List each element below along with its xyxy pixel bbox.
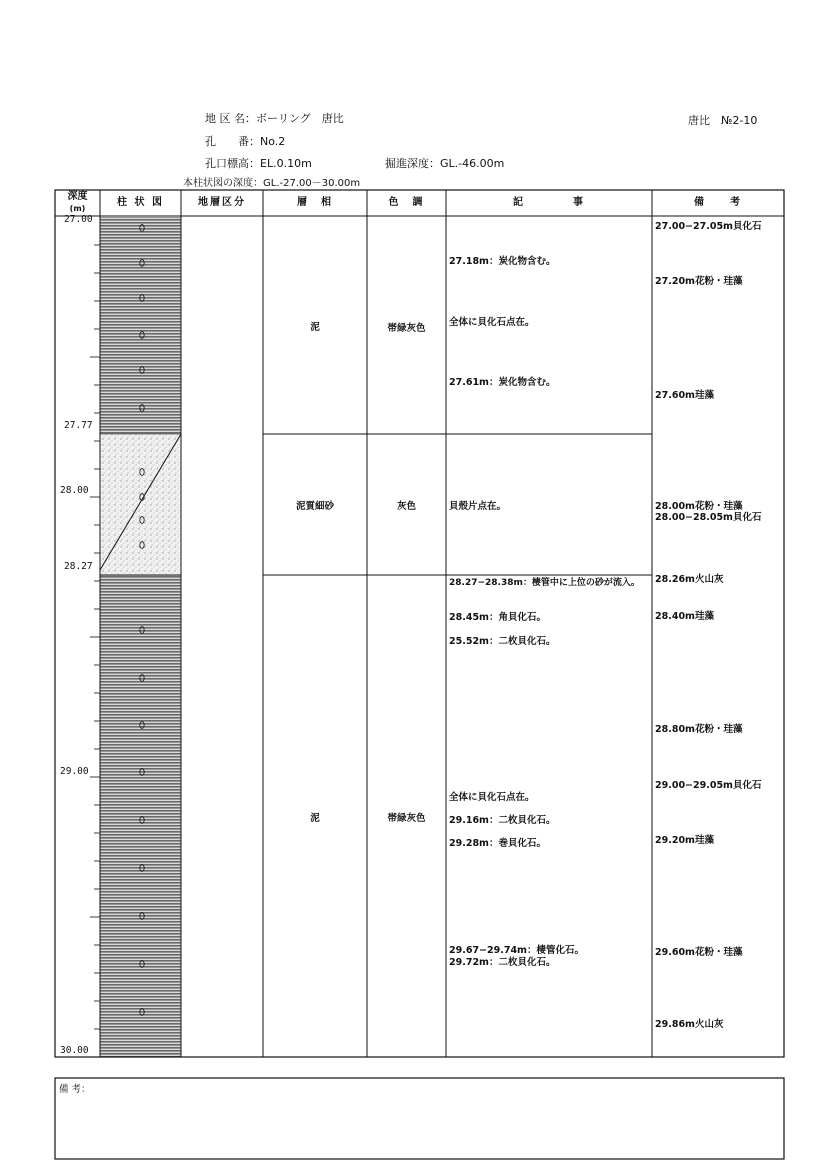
area-label: 地 区 名： bbox=[205, 112, 256, 125]
facies-2: 泥質細砂 bbox=[295, 501, 334, 512]
notes-label: 備 考： bbox=[59, 1084, 91, 1095]
col-description: 記 事 bbox=[513, 197, 585, 208]
facies-1: 泥 bbox=[310, 322, 320, 333]
notes-box bbox=[55, 1078, 784, 1159]
description-item: 25.52m：二枚貝化石。 bbox=[449, 636, 556, 647]
remark-item: 27.60m珪藻 bbox=[655, 390, 714, 401]
depth-label: 27.77 bbox=[64, 420, 93, 431]
description-item: 28.45m：角貝化石。 bbox=[449, 612, 546, 623]
mud-pattern-2 bbox=[100, 575, 181, 1057]
depth-label: 30.00 bbox=[60, 1045, 89, 1056]
hole-value: No.2 bbox=[260, 135, 286, 148]
col-facies: 層 相 bbox=[297, 197, 333, 208]
description-item: 27.18m：炭化物含む。 bbox=[449, 256, 556, 267]
range-label: 本柱状図の深度： bbox=[183, 178, 263, 189]
facies-3: 泥 bbox=[310, 813, 320, 824]
remark-item: 29.20m珪藻 bbox=[655, 835, 714, 846]
depth-label: 29.00 bbox=[60, 766, 89, 777]
col-remarks: 備 考 bbox=[694, 197, 742, 208]
drill-value: GL.-46.00m bbox=[440, 157, 505, 170]
range-value: GL.-27.00－30.00m bbox=[263, 178, 361, 189]
elev-value: EL.0.10m bbox=[260, 157, 312, 170]
col-division: 地層区分 bbox=[198, 197, 246, 208]
col-depth-label: 深度 bbox=[67, 191, 88, 202]
color-1: 帯緑灰色 bbox=[387, 323, 426, 334]
remark-item: 27.00−27.05m貝化石 bbox=[655, 221, 762, 232]
area-value: ボーリング 唐比 bbox=[256, 112, 344, 125]
col-depth-unit: (m) bbox=[69, 204, 86, 213]
depth-label: 28.27 bbox=[64, 561, 93, 572]
col-column: 柱 状 図 bbox=[117, 197, 164, 208]
remark-item: 28.26m火山灰 bbox=[655, 574, 724, 585]
description-item: 貝殻片点在。 bbox=[449, 501, 507, 512]
elev-label: 孔口標高： bbox=[205, 157, 260, 170]
remark-item: 28.80m花粉・珪藻 bbox=[655, 724, 743, 735]
drill-label: 掘進深度： bbox=[385, 157, 440, 170]
description-item: 29.67−29.74m：棲管化石。 bbox=[449, 945, 584, 956]
description-item: 27.61m：炭化物含む。 bbox=[449, 377, 556, 388]
description-item: 全体に貝化石点在。 bbox=[449, 317, 535, 328]
remark-item: 29.86m火山灰 bbox=[655, 1019, 724, 1030]
hole-label: 孔 番： bbox=[205, 135, 260, 148]
color-3: 帯緑灰色 bbox=[387, 813, 426, 824]
remark-item: 29.60m花粉・珪藻 bbox=[655, 947, 743, 958]
description-item: 29.16m：二枚貝化石。 bbox=[449, 815, 556, 826]
description-item: 全体に貝化石点在。 bbox=[449, 792, 535, 803]
remark-item: 28.00m花粉・珪藻 bbox=[655, 501, 743, 512]
depth-label: 28.00 bbox=[60, 485, 89, 496]
remark-item: 27.20m花粉・珪藻 bbox=[655, 276, 743, 287]
col-color: 色 調 bbox=[388, 197, 425, 208]
remark-item: 28.40m珪藻 bbox=[655, 611, 714, 622]
remark-item: 29.00−29.05m貝化石 bbox=[655, 780, 762, 791]
color-2: 灰色 bbox=[396, 501, 416, 512]
ref-code: 唐比 №2-10 bbox=[688, 114, 758, 127]
remark-item: 28.00−28.05m貝化石 bbox=[655, 512, 762, 523]
description-item: 29.72m：二枚貝化石。 bbox=[449, 957, 556, 968]
mud-pattern-1 bbox=[100, 217, 181, 434]
description-item: 29.28m：巻貝化石。 bbox=[449, 838, 546, 849]
depth-label: 27.00 bbox=[64, 214, 93, 225]
description-item: 28.27−28.38m：棲管中に上位の砂が流入。 bbox=[449, 578, 640, 588]
